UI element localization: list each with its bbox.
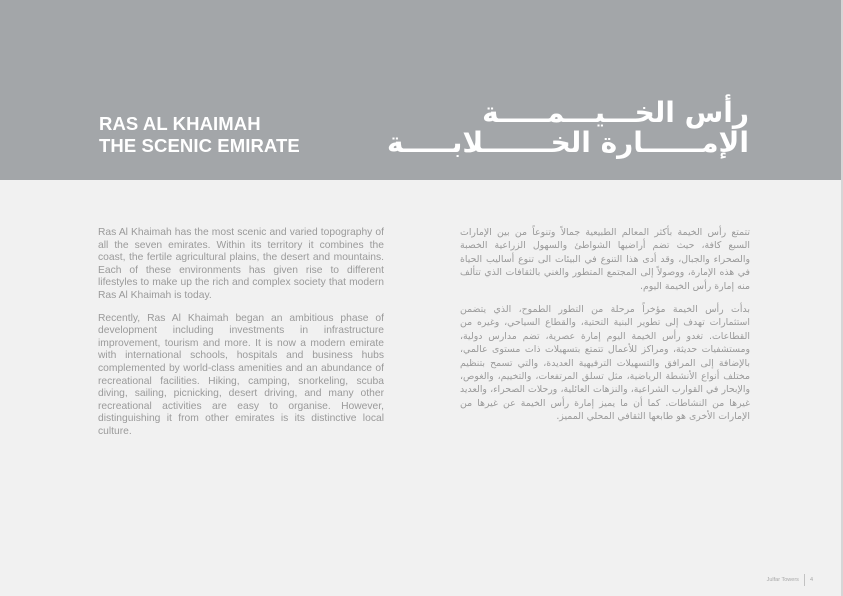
title-arabic-line-1: رأس الخـــيـــمـــــة: [482, 96, 749, 129]
paragraph-arabic-2: بدأت رأس الخيمة مؤخراً مرحلة من التطور الطموح، الذي يتضمن استثمارات تهدف إلى تطوير البنية التحتية، والقطاع السياحي، وغيره من القطاعات. تغدو رأس الخيمة اليوم إمارة عصرية، تضم مدارس دولية، ومستشفيات حديثة، ومراكز للأعمال تتمتع بتسهيلات ذات مستوى عالمي، بالإضافة إلى المرافق والتسهيلات الترفيهية العديدة، والتي تسمح بتنظيم مختلف أنواع الأنشطة الرياضية، مثل تسلق المرتفعات، والتخييم، والغوص، والإبحار في القوارب الشراعية، والنزهات العائلية، ورحلات الصحراء، والعديد غيرها من النشاطات. كما أن ما يميز إمارة رأس الخيمة عن غيرها من الإمارات الأخرى هو طابعها الثقافي المحلي المميز.: [460, 304, 750, 423]
paragraph-arabic-1: تتمتع رأس الخيمة بأكثر المعالم الطبيعية جمالاً وتنوعاً من بين الإمارات السبع كافة، حيث تضم أراضيها الشواطئ والسهول الزراعية الخصبة والصحراء والجبال، وقد أدى هذا التنوع في البيئات الى تنوع أساليب الحياة في هذه الإمارة، ووصولاً إلى المجتمع المتطور والغني بالثقافات الذي تتألف منه إمارة رأس الخيمة اليوم.: [460, 227, 750, 292]
footer-divider: [804, 574, 805, 586]
body-english: [98, 227, 384, 449]
title-arabic: [386, 96, 749, 159]
footer: [767, 574, 813, 586]
title-english-line-2: THE SCENIC EMIRATE: [99, 135, 300, 156]
header-band: [0, 0, 841, 180]
title-english: [99, 113, 300, 157]
title-arabic-line-2: الإمــــــارة الخـــــــلابـــــة: [386, 126, 749, 159]
page-number: 4: [809, 577, 813, 583]
paragraph-english-1: Ras Al Khaimah has the most scenic and varied topography of all the seven emirates. Within its territory it combines the coast, the fertile agricultural plains, the desert and mountains. Each of these environments has given rise to different lifestyles to make up the rich and complex society that modern Ras Al Khaimah is today.: [98, 227, 384, 301]
body-arabic: [460, 226, 750, 434]
footer-label: Julfar Towers: [766, 577, 799, 583]
title-english-line-1: RAS AL KHAIMAH: [99, 113, 261, 134]
paragraph-english-2: Recently, Ras Al Khaimah began an ambitious phase of development including investments in infrastructure improvement, tourism and more. It is now a modern emirate with international schools, hospitals and business hubs complemented by world-class amenities and an abundance of recreational facilities. Hiking, camping, snorkeling, scuba diving, sailing, picnicking, desert driving, and many other recreational activities are easy to organise. However, distinguishing it from other emirates is its distinctive local culture.: [98, 312, 384, 437]
